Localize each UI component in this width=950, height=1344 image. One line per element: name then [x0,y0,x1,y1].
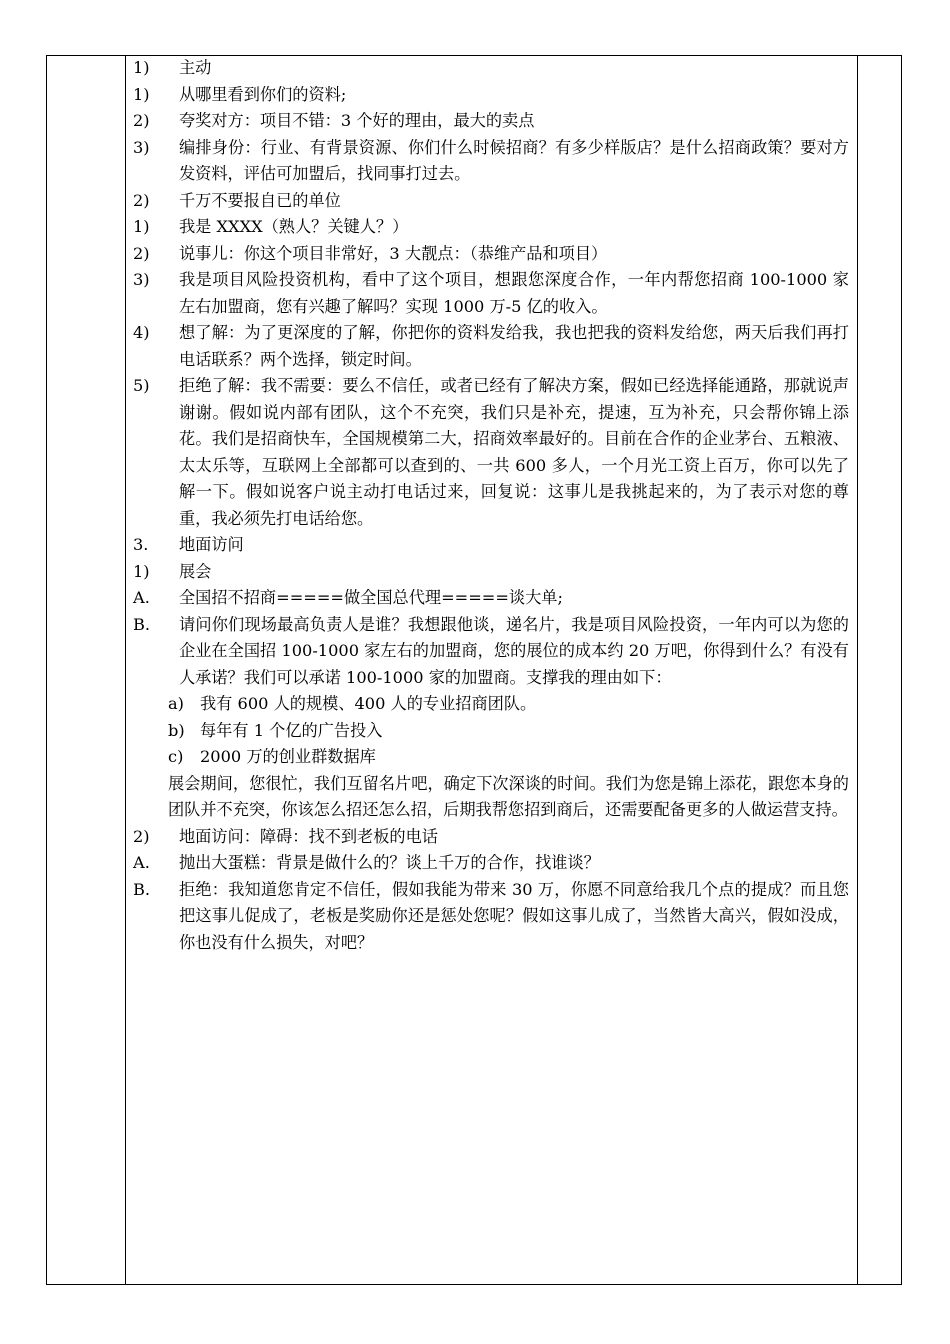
list-item [133,877,849,957]
list-item-marker: 3) [133,137,150,157]
list-item [133,532,849,559]
list-item-text: 请问你们现场最高负责人是谁？我想跟他谈，递名片，我是项目风险投资，一年内可以为您的企业在全国招 100-1000 家左右的加盟商，您的展位的成本约 20 万吧，你得到什么？有没有人承诺？我们可以承诺 100-1000 家的加盟商。支撑我的理由如下： [179,614,849,687]
list-item-text: 主动 [179,58,212,77]
list-item [133,612,849,692]
list-item-text: 全国招不招商=====做全国总代理=====谈大单; [179,588,563,607]
list-item-text: 我有 600 人的规模、400 人的专业招商团队。 [200,694,537,713]
list-item [133,82,849,109]
list-item-marker: c) [168,747,184,766]
list-item-text: 展会 [179,561,212,581]
outline-sublist [168,691,849,771]
list-item-text: 每年有 1 个亿的广告投入 [200,720,383,740]
list-item-text: 我是项目风险投资机构，看中了这个项目，想跟您深度合作，一年内帮您招商 100-1000 家左右加盟商，您有兴趣了解吗？实现 1000 万-5 亿的收入。 [179,270,849,316]
outline-list-ground-visit [133,824,849,957]
list-item [133,108,849,135]
list-item-text: 地面访问 [179,535,244,554]
list-item [133,559,849,586]
list-item-text: 地面访问：障碍：找不到老板的电话 [179,826,438,846]
list-item-marker: 2) [133,826,150,846]
list-item-text: 抛出大蛋糕：背景是做什么的？谈上千万的合作，找谁谈？ [179,853,600,872]
list-item-text: 从哪里看到你们的资料; [179,84,347,104]
list-item-text: 说事儿：你这个项目非常好，3 大靓点：（恭维产品和项目） [179,243,608,263]
list-item-marker: 1) [133,217,150,236]
list-item-marker: B. [133,879,151,899]
list-item-text: 编排身份：行业、有背景资源、你们什么时候招商？有多少样版店？是什么招商政策？要对方发资料，评估可加盟后，找同事打过去。 [179,137,849,183]
list-item-text: 想了解：为了更深度的了解，你把你的资料发给我，我也把我的资料发给您，两天后我们再打电话联系？两个选择，锁定时间。 [179,323,849,369]
list-item-marker: A. [133,853,150,872]
exhibition-paragraph: 展会期间，您很忙，我们互留名片吧，确定下次深谈的时间。我们为您是锦上添花，跟您本身的团队并不充突，你该怎么招还怎么招，后期我帮您招到商后，还需要配备更多的人做运营支持。 [168,773,849,819]
column-divider-right [857,56,858,1284]
table-content-cell [133,55,849,956]
list-item-marker: a) [168,694,184,713]
list-item [133,55,849,82]
list-item [133,188,849,215]
list-item-marker: 3. [133,535,149,554]
list-item-marker: 2) [133,243,150,263]
list-item [133,585,849,612]
list-item [133,241,849,268]
list-item [133,267,849,320]
list-item-marker: 2) [133,111,150,130]
list-item-marker: 1) [133,58,150,77]
list-item-marker: 2) [133,190,150,210]
list-item-marker: 1) [133,561,150,581]
list-item-marker: 5) [133,376,150,395]
list-item-marker: A. [133,588,150,607]
list-item [133,850,849,877]
list-item-marker: 3) [133,270,150,289]
list-item-text: 2000 万的创业群数据库 [200,747,376,766]
list-item-text: 我是 XXXX（熟人？关键人？） [179,217,409,236]
list-item [133,373,849,532]
list-item-marker: b) [168,720,185,740]
list-item [133,824,849,851]
list-item [133,214,849,241]
list-item-marker: 1) [133,84,150,104]
list-item-marker: 4) [133,323,150,342]
list-item-text: 千万不要报自已的单位 [179,190,341,210]
outline-list-main [133,55,849,691]
list-item-text: 夸奖对方：项目不错：3 个好的理由，最大的卖点 [179,111,535,130]
list-item [168,718,849,745]
list-item-text: 拒绝：我知道您肯定不信任，假如我能为带来 30 万，你愿不同意给我几个点的提成？而且您把这事儿促成了，老板是奖励你还是惩处您呢？假如这事儿成了，当然皆大高兴，假如没成，你也没有什么损失，对吧？ [179,879,849,952]
list-item-marker: B. [133,614,151,634]
list-item [168,691,849,718]
list-item [133,320,849,373]
list-item [133,135,849,188]
list-item-text: 拒绝了解：我不需要：要么不信任，或者已经有了解决方案，假如已经选择能通路，那就说声谢谢。假如说内部有团队，这个不充突，我们只是补充，提速，互为补充，只会帮你锦上添花。我们是招商快车，全国规模第二大，招商效率最好的。目前在合作的企业茅台、五粮液、太太乐等，互联网上全部都可以查到的、一共 600 多人，一个月光工资上百万，你可以先了解一下。假如说客户说主动打电话过来，回复说：这事儿是我挑起来的，为了表示对您的尊重，我必须先打电话给您。 [179,376,849,528]
column-divider-left [125,56,126,1284]
list-item [168,744,849,771]
